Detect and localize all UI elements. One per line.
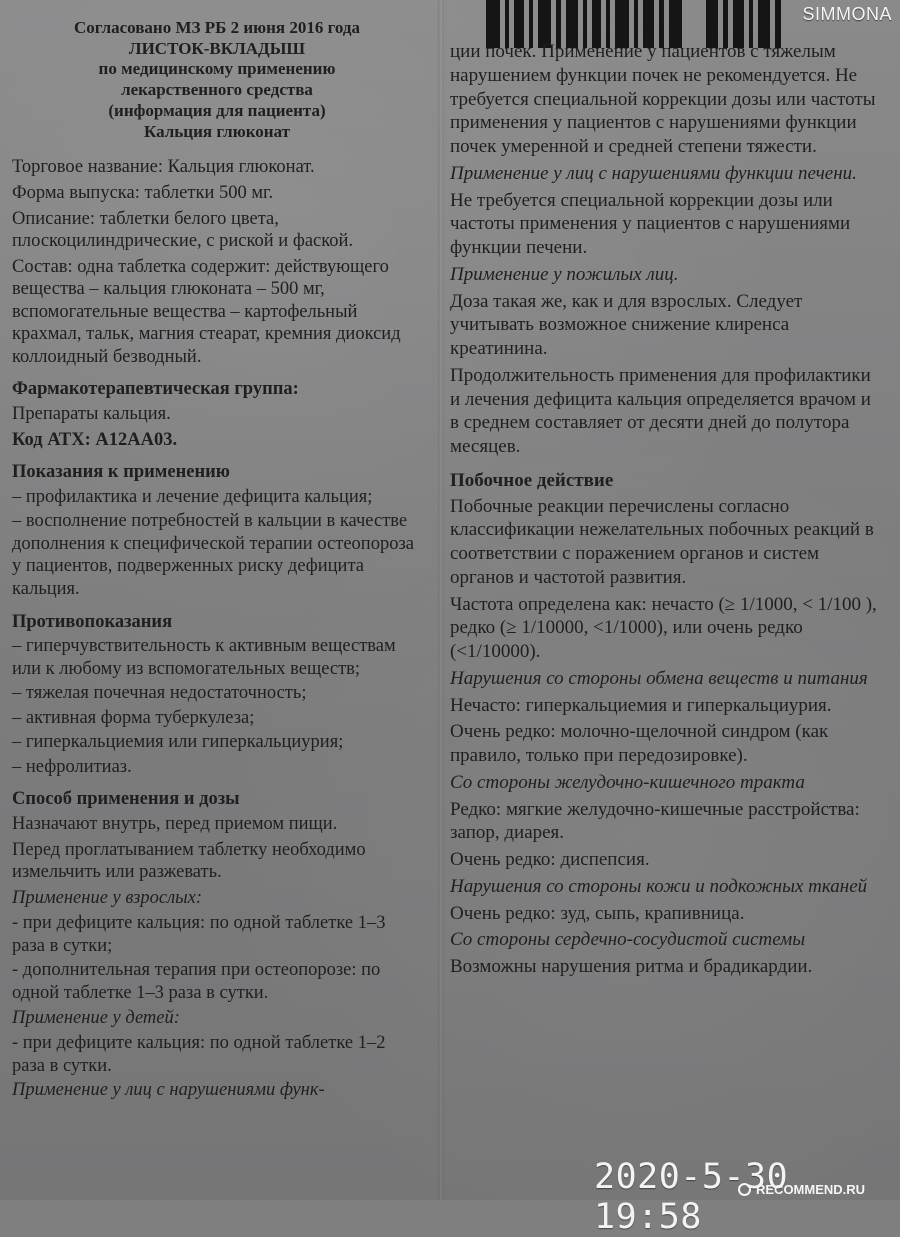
metabolism-item-2: Очень редко: молочно-щелочной синдром (как правило, только при передозировке). <box>450 721 829 766</box>
pharm-group-text: Препараты кальция. <box>12 404 171 425</box>
recommend-logo-icon <box>738 1183 751 1196</box>
adults-heading: Применение у взрослых: <box>12 887 203 908</box>
elderly-text: Доза такая же, как и для взрослых. Следует учитывать возможное снижение клиренса креатинина. <box>450 290 803 359</box>
elderly-heading: Применение у пожилых лиц. <box>450 263 679 285</box>
dosage-text-2: Перед проглатыванием таблетку необходимо измельчить или разжевать. <box>12 839 366 883</box>
metabolism-item-1: Нечасто: гиперкальциемия и гиперкальциурия. <box>450 694 832 716</box>
gi-heading: Со стороны желудочно-кишечного тракта <box>450 771 805 793</box>
gi-item-2: Очень редко: диспепсия. <box>450 849 650 870</box>
dosage-heading: Способ применения и дозы <box>12 789 240 810</box>
trade-name: Торговое название: Кальция глюконат. <box>12 157 315 178</box>
watermark-simmona: SIMMONA <box>802 4 892 24</box>
atx-code: Код АТХ: A12AA03. <box>12 429 178 450</box>
skin-item-1: Очень редко: зуд, сыпь, крапивница. <box>450 902 745 924</box>
composition: Состав: одна таблетка содержит: действующего вещества – кальция глюконата – 500 мг, вспомогательные вещества – картофельный крахмал, тальк, магния стеарат, кремния диоксид коллоидный безводный. <box>12 256 401 367</box>
gi-item-1: Редко: мягкие желудочно-кишечные расстройства: запор, диарея. <box>450 798 860 844</box>
contraindications-heading: Противопоказания <box>12 611 173 632</box>
skin-heading: Нарушения со стороны кожи и подкожных тканей <box>450 875 868 897</box>
adults-item-1: - при дефиците кальция: по одной таблетке 1–3 раза в сутки; <box>12 913 386 956</box>
kidney-continuation: ции почек. Применение у пациентов с тяжелым нарушением функции почек не рекомендуется. Не требуется специальной коррекции дозы или частоты применения у пациентов с нарушениями функции почек умеренной и средней степени тяжести. <box>450 41 876 157</box>
kidney-heading-start: Применение у лиц с нарушениями функ- <box>12 1080 325 1101</box>
right-column <box>450 40 880 982</box>
header-line-5: (информация для пациента) <box>108 100 326 120</box>
cardio-heading: Со стороны сердечно-сосудистой системы <box>450 929 806 951</box>
contraindication-4: – гиперкальциемия или гиперкальциурия; <box>12 732 344 753</box>
left-column <box>12 18 422 1105</box>
recommend-logo <box>738 1181 865 1197</box>
side-effects-heading: Побочное действие <box>450 469 614 491</box>
description: Описание: таблетки белого цвета, плоскоцилиндрические, с риской и фаской. <box>12 208 354 252</box>
side-effects-intro: Побочные реакции перечислены согласно классификации нежелательных побочных реакций в соответствии с поражением органов и систем органов и частотой развития. <box>450 495 874 588</box>
header-line-4: лекарственного средства <box>121 80 313 100</box>
release-form: Форма выпуска: таблетки 500 мг. <box>12 182 274 203</box>
cardio-item-1: Возможны нарушения ритма и брадикардии. <box>450 956 813 977</box>
header-line-6: Кальция глюконат <box>144 121 290 141</box>
contraindication-2: – тяжелая почечная недостаточность; <box>12 683 307 704</box>
date-stamp: 2020-5-30 19:58 <box>594 1157 789 1237</box>
pharm-group-heading: Фармакотерапевтическая группа: <box>12 379 299 400</box>
children-item-1: - при дефиците кальция: по одной таблетке 1–2 раза в сутки. <box>12 1033 386 1076</box>
paper-fold <box>438 0 444 1200</box>
header-line-1: Согласовано МЗ РБ 2 июня 2016 года <box>73 18 361 37</box>
indications-item-1: – профилактика и лечение дефицита кальция; <box>12 486 373 507</box>
frequency-text: Частота определена как: нечасто (≥ 1/1000, < 1/100 ), редко (≥ 1/10000, <1/1000), или очень редко (<1/10000). <box>450 593 877 662</box>
contraindication-1: – гиперчувствительность к активным веществам или к любому из вспомогательных веществ; <box>12 636 396 679</box>
contraindication-5: – нефролитиаз. <box>12 756 132 777</box>
header-line-2: ЛИСТОК-ВКЛАДЫШ <box>128 38 306 58</box>
indications-heading: Показания к применению <box>12 462 230 483</box>
adults-item-2: - дополнительная терапия при остеопорозе: по одной таблетке 1–3 раза в сутки. <box>12 960 381 1003</box>
liver-heading: Применение у лиц с нарушениями функции печени. <box>450 162 857 184</box>
liver-text: Не требуется специальной коррекции дозы или частоты применения у пациентов с нарушениями функции печени. <box>450 189 851 258</box>
contraindication-3: – активная форма туберкулеза; <box>12 707 255 728</box>
children-heading: Применение у детей: <box>12 1007 180 1028</box>
indications-item-2: – восполнение потребностей в кальции в качестве дополнения к специфической терапии остеопороза у пациентов, подверженных риску дефицита кальция. <box>12 511 414 599</box>
header-line-3: по медицинскому применению <box>98 59 336 79</box>
recommend-logo-text: RECOMMEND.RU <box>756 1181 866 1197</box>
duration-text: Продолжительность применения для профилактики и лечения дефицита кальция определяется врачом и в среднем составляет от десяти дней до полутора месяцев. <box>450 364 871 457</box>
dosage-text-1: Назначают внутрь, перед приемом пищи. <box>12 814 338 835</box>
metabolism-heading: Нарушения со стороны обмена веществ и питания <box>450 667 868 689</box>
